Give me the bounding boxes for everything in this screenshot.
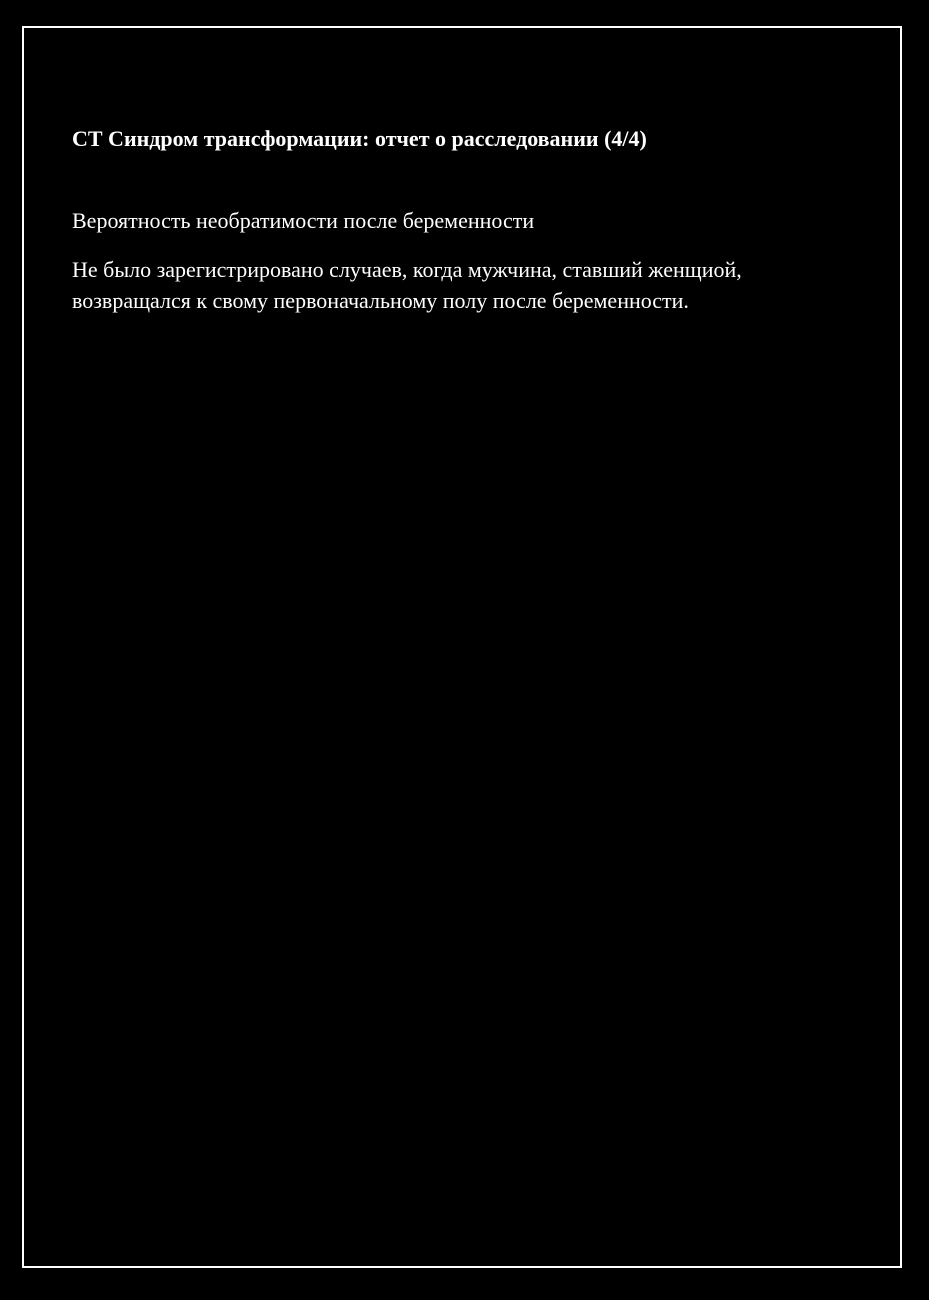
document-content xyxy=(72,124,852,316)
page-title: СТ Синдром трансформации: отчет о расследовании (4/4) xyxy=(72,126,647,151)
section-heading: Вероятность необратимости после беременности xyxy=(72,208,535,233)
body-paragraph: Не было зарегистрировано случаев, когда мужчина, ставший женщиой, возвращался к свому первоначальному полу после беременности. xyxy=(72,257,742,313)
